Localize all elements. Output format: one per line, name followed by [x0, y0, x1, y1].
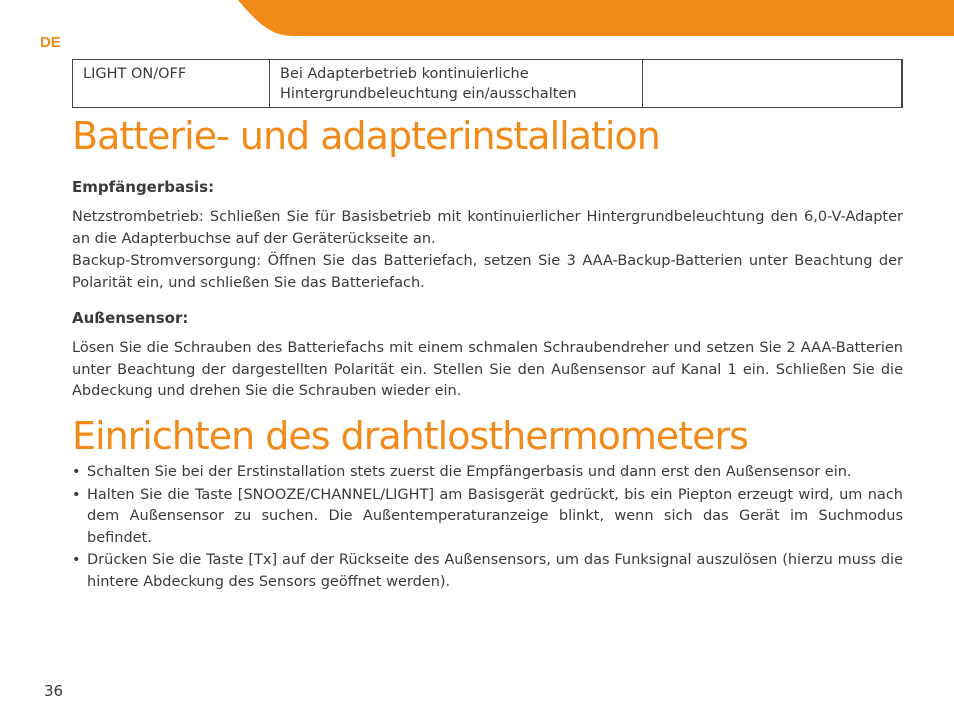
- setup-steps-list: [72, 462, 903, 594]
- table-cell-empty: [643, 60, 903, 108]
- list-item: [72, 485, 903, 550]
- list-item: [72, 550, 903, 593]
- subheading-outdoor-sensor: Außensensor:: [72, 309, 189, 327]
- list-item-text: Drücken Sie die Taste [Tx] auf der Rückseite des Außensensors, um das Funksignal auszulösen (hierzu muss die hintere Abdeckung des Sensors geöffnet werden).: [87, 552, 903, 590]
- table-cell-key: LIGHT ON/OFF: [73, 60, 270, 108]
- paragraph-outdoor-sensor-batteries: Lösen Sie die Schrauben des Batteriefachs mit einem schmalen Schraubendreher und setzen Sie 2 AAA-Batterien unter Beachtung der dargestellten Polarität ein. Stellen Sie den Außensensor auf Kanal 1 ein. Schließen Sie die Abdeckung und drehen Sie die Schrauben wieder ein.: [72, 340, 903, 399]
- section-title-battery-installation: Batterie- und adapterinstallation: [72, 114, 660, 158]
- paragraph-mains-power: Netzstrombetrieb: Schließen Sie für Basisbetrieb mit kontinuierlicher Hintergrundbeleuchtung den 6,0-V-Adapter an die Adapterbuchse auf der Geräterückseite an.: [72, 209, 903, 247]
- bullet-icon: •: [72, 552, 81, 568]
- bullet-icon: •: [72, 486, 81, 503]
- table-cell-description-line: Bei Adapterbetrieb kontinuierliche: [280, 66, 529, 82]
- list-item-text: Schalten Sie bei der Erstinstallation stets zuerst die Empfängerbasis und dann erst den Außensensor ein.: [87, 464, 852, 480]
- table-row: [73, 60, 903, 108]
- table-cell-description-line: Hintergrundbeleuchtung ein/ausschalten: [280, 86, 577, 102]
- page-number: 36: [44, 682, 64, 700]
- language-code: DE: [40, 34, 61, 51]
- list-item: [72, 462, 903, 484]
- list-item-text: Halten Sie die Taste [SNOOZE/CHANNEL/LIGHT] am Basisgerät gedrückt, bis ein Piepton erzeugt wird, um nach dem Außensensor zu suchen. Die Außentemperaturanzeige blinkt, wenn sich das Gerät im Suchmodus befindet.: [87, 486, 903, 546]
- subheading-receiver-base: Empfängerbasis:: [72, 178, 215, 196]
- table-cell-description: [270, 60, 643, 108]
- spec-table: [72, 59, 903, 108]
- paragraph-backup-power: Backup-Stromversorgung: Öffnen Sie das Batteriefach, setzen Sie 3 AAA-Backup-Batterien unter Beachtung der Polarität ein, und schließen Sie das Batteriefach.: [72, 253, 903, 291]
- section-title-wireless-setup: Einrichten des drahtlosthermometers: [72, 414, 748, 458]
- header-accent-band: [0, 0, 954, 36]
- bullet-icon: •: [72, 464, 81, 480]
